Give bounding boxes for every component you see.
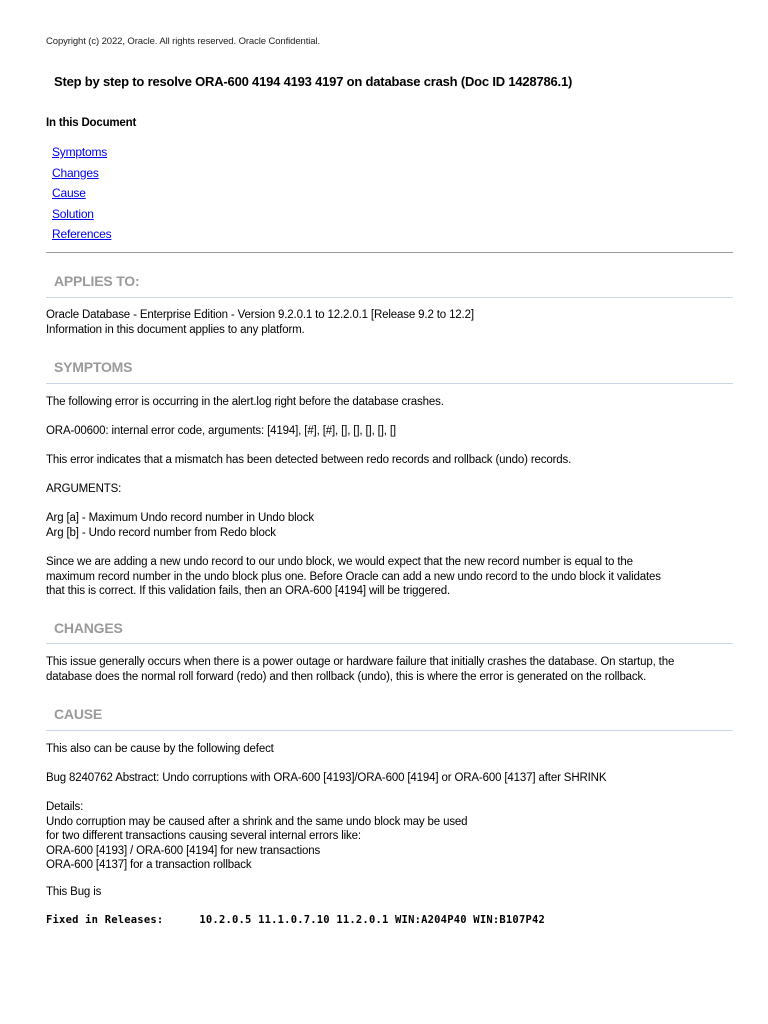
arguments-list	[46, 511, 736, 540]
text-line: Undo corruption may be caused after a shrink and the same undo block may be used	[46, 815, 468, 828]
section-rule	[46, 383, 733, 384]
symptoms-paragraph: The following error is occurring in the alert.log right before the database crashes.	[46, 396, 444, 408]
page-title: Step by step to resolve ORA-600 4194 4193 4197 on database crash (Doc ID 1428786.1)	[54, 74, 573, 89]
bug-details	[46, 800, 736, 873]
applies-to-line: Information in this document applies to any platform.	[46, 323, 305, 336]
fixed-releases-label: Fixed in Releases:	[46, 914, 164, 926]
changes-heading: CHANGES	[54, 620, 123, 636]
text-line: Since we are adding a new undo record to our undo block, we would expect that the new record number is equal to the	[46, 556, 633, 568]
symptoms-heading: SYMPTOMS	[54, 359, 133, 375]
cause-heading: CAUSE	[54, 706, 103, 722]
toc-link-changes[interactable]: Changes	[52, 165, 99, 180]
divider	[46, 252, 733, 253]
copyright-notice: Copyright (c) 2022, Oracle. All rights reserved. Oracle Confidential.	[46, 36, 321, 47]
section-rule	[46, 730, 733, 731]
changes-text	[46, 655, 736, 684]
text-line: This issue generally occurs when there is a power outage or hardware failure that initially crashes the database. On startup, the	[46, 656, 675, 668]
bug-status: This Bug is	[46, 886, 102, 898]
applies-to-heading: APPLIES TO:	[54, 273, 140, 289]
arguments-label: ARGUMENTS:	[46, 483, 122, 495]
cause-paragraph: This also can be cause by the following defect	[46, 743, 274, 755]
symptoms-explanation	[46, 555, 736, 599]
text-line: database does the normal roll forward (redo) and then rollback (undo), this is where the error is generated on the rollback.	[46, 670, 647, 683]
argument-item: Arg [a] - Maximum Undo record number in Undo block	[46, 512, 314, 524]
section-rule	[46, 297, 733, 298]
text-line: ORA-600 [4137] for a transaction rollback	[46, 859, 252, 871]
error-message: ORA-00600: internal error code, arguments: [4194], [#], [#], [], [], [], [], []	[46, 425, 396, 437]
toc-link-cause[interactable]: Cause	[52, 186, 86, 200]
text-line: ORA-600 [4193] / ORA-600 [4194] for new transactions	[46, 844, 321, 857]
toc-link-references[interactable]: References	[52, 227, 112, 241]
applies-to-text	[46, 308, 736, 337]
fixed-releases	[46, 914, 545, 926]
text-line: that this is correct. If this validation fails, then an ORA-600 [4194] will be triggered.	[46, 585, 451, 597]
symptoms-paragraph: This error indicates that a mismatch has been detected between redo records and rollback (undo) records.	[46, 454, 572, 466]
table-of-contents	[52, 145, 111, 248]
fixed-releases-value: 10.2.0.5 11.1.0.7.10 11.2.0.1 WIN:A204P40 WIN:B107P42	[199, 914, 546, 926]
section-rule	[46, 643, 733, 644]
toc-link-solution[interactable]: Solution	[52, 206, 94, 221]
text-line: maximum record number in the undo block plus one. Before Oracle can add a new undo record to the undo block it validates	[46, 570, 661, 583]
toc-heading: In this Document	[46, 117, 137, 129]
bug-abstract: Bug 8240762 Abstract: Undo corruptions with ORA-600 [4193]/ORA-600 [4194] or ORA-600 [4137] after SHRINK	[46, 772, 607, 784]
argument-item: Arg [b] - Undo record number from Redo block	[46, 526, 276, 539]
toc-link-symptoms[interactable]: Symptoms	[52, 145, 108, 159]
applies-to-line: Oracle Database - Enterprise Edition - Version 9.2.0.1 to 12.2.0.1 [Release 9.2 to 12.2]	[46, 309, 474, 321]
text-line: Details:	[46, 801, 84, 813]
text-line: for two different transactions causing several internal errors like:	[46, 830, 361, 842]
